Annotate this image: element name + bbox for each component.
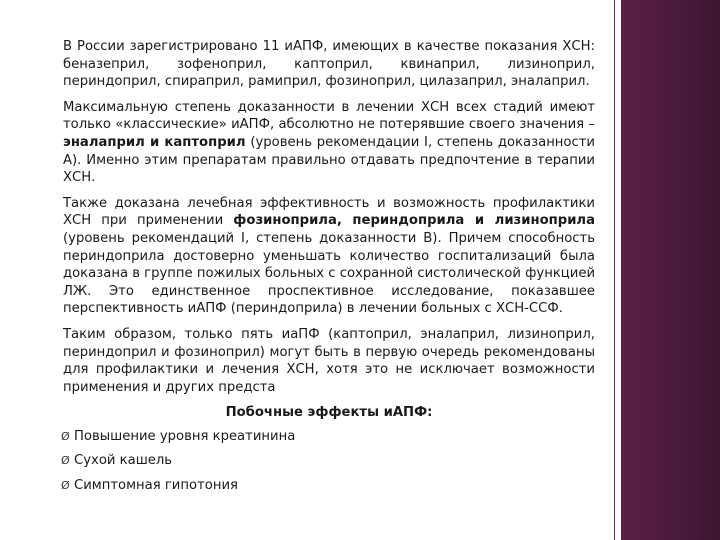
paragraph-prevention-evidence	[63, 195, 595, 318]
list-item	[61, 452, 595, 470]
paragraph-2-text-c: (уровень рекомендации I, степень доказанности А). Именно этим препаратам правильно отдавать предпочтение в терапии ХСН.	[63, 134, 596, 186]
list-item	[61, 428, 595, 446]
paragraph-2-text-a: Максимальную степень доказанности в лечении ХСН всех стадий имеют только «классические» иАПФ, абсолютно не потерявшие своего значения –	[63, 99, 595, 133]
paragraph-max-evidence	[63, 99, 595, 187]
list-item	[61, 477, 595, 495]
list-item-text: Сухой кашель	[74, 453, 173, 469]
side-effects-title: Побочные эффекты иАПФ:	[225, 405, 433, 421]
bullet-arrow-icon: Ø	[61, 429, 70, 443]
paragraph-4-text: Таким образом, только пять иаПФ (каптоприл, эналаприл, лизиноприл, периндоприл и фозиноприл) могут быть в первую очередь рекомендованы для профилактики и лечения ХСН, хотя это не исключает возможности применения и других предста	[63, 326, 595, 395]
paragraph-3-text-c: (уровень рекомендаций I, степень доказанности В). Причем способность периндоприла достоверно уменьшать количество госпитализаций была доказана в группе пожилых больных с сохранной систолической функцией ЛЖ. Это единственное проспективное исследование, показавшее перспективность иАПФ (периндоприла) в лечении больных с ХСН-ССФ.	[63, 230, 596, 317]
paragraph-registered-ace-inhibitors	[63, 38, 595, 91]
paragraph-2-bold: эналаприл и каптоприл	[63, 134, 246, 150]
paragraph-3-bold: фозиноприла, периндоприла и лизиноприла	[233, 213, 595, 229]
list-item-text: Симптомная гипотония	[74, 478, 238, 494]
bullet-arrow-icon: Ø	[61, 479, 70, 493]
paragraph-1-text: В России зарегистрировано 11 иАПФ, имеющих в качестве показания ХСН: беназеприл, зофеноприл, каптоприл, квинаприл, лизиноприл, периндоприл, спираприл, рамиприл, фозиноприл, цилазаприл, эналаприл.	[63, 39, 595, 90]
slide-content	[63, 38, 595, 502]
bullet-arrow-icon: Ø	[61, 454, 70, 468]
decorative-sidebar	[621, 0, 720, 540]
paragraph-conclusion	[63, 326, 595, 396]
list-item-text: Повышение уровня креатинина	[74, 428, 296, 444]
sidebar-divider	[614, 0, 615, 540]
paragraph-3-text-a: Также доказана лечебная эффективность и возможность профилактики ХСН при применении	[63, 195, 595, 229]
